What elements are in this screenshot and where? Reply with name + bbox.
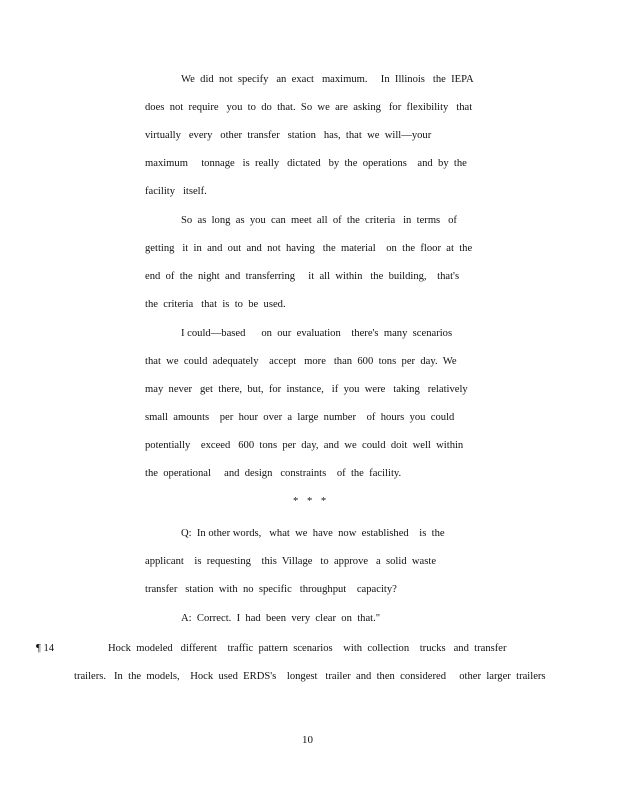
text-line: transfer station with no specific throughput capacity? (145, 584, 397, 595)
section-separator: * * * (293, 496, 330, 507)
text-line: potentially exceed 600 tons per day, and we could doit well within (145, 440, 464, 451)
text-line: We did not specify an exact maximum. In Illinois the IEPA (181, 74, 474, 85)
text-line: Hock modeled different traffic pattern scenarios with collection trucks and transfer (108, 643, 507, 654)
text-line: end of the night and transferring it all within the building, that's (145, 271, 460, 282)
text-line: the operational and design constraints of the facility. (145, 468, 402, 479)
text-line: A: Correct. I had been very clear on that." (181, 613, 381, 624)
paragraph-number: ¶ 14 (36, 643, 55, 654)
text-line: I could—based on our evaluation there's many scenarios (181, 328, 453, 339)
text-line: facility itself. (145, 186, 207, 197)
page-number: 10 (302, 734, 313, 746)
text-line: does not require you to do that. So we are asking for flexibility that (145, 102, 473, 113)
text-line: small amounts per hour over a large number of hours you could (145, 412, 455, 423)
text-line: the criteria that is to be used. (145, 299, 286, 310)
text-line: may never get there, but, for instance, if you were taking relatively (145, 384, 468, 395)
text-line: maximum tonnage is really dictated by the operations and by the (145, 158, 467, 169)
text-line: getting it in and out and not having the material on the floor at the (145, 243, 473, 254)
text-line: applicant is requesting this Village to approve a solid waste (145, 556, 437, 567)
text-line: virtually every other transfer station has, that we will—your (145, 130, 432, 141)
text-line: that we could adequately accept more than 600 tons per day. We (145, 356, 457, 367)
text-line: trailers. In the models, Hock used ERDS's longest trailer and then considered other larger trailers (74, 671, 546, 682)
text-line: So as long as you can meet all of the criteria in terms of (181, 215, 457, 226)
text-line: Q: In other words, what we have now established is the (181, 528, 445, 539)
